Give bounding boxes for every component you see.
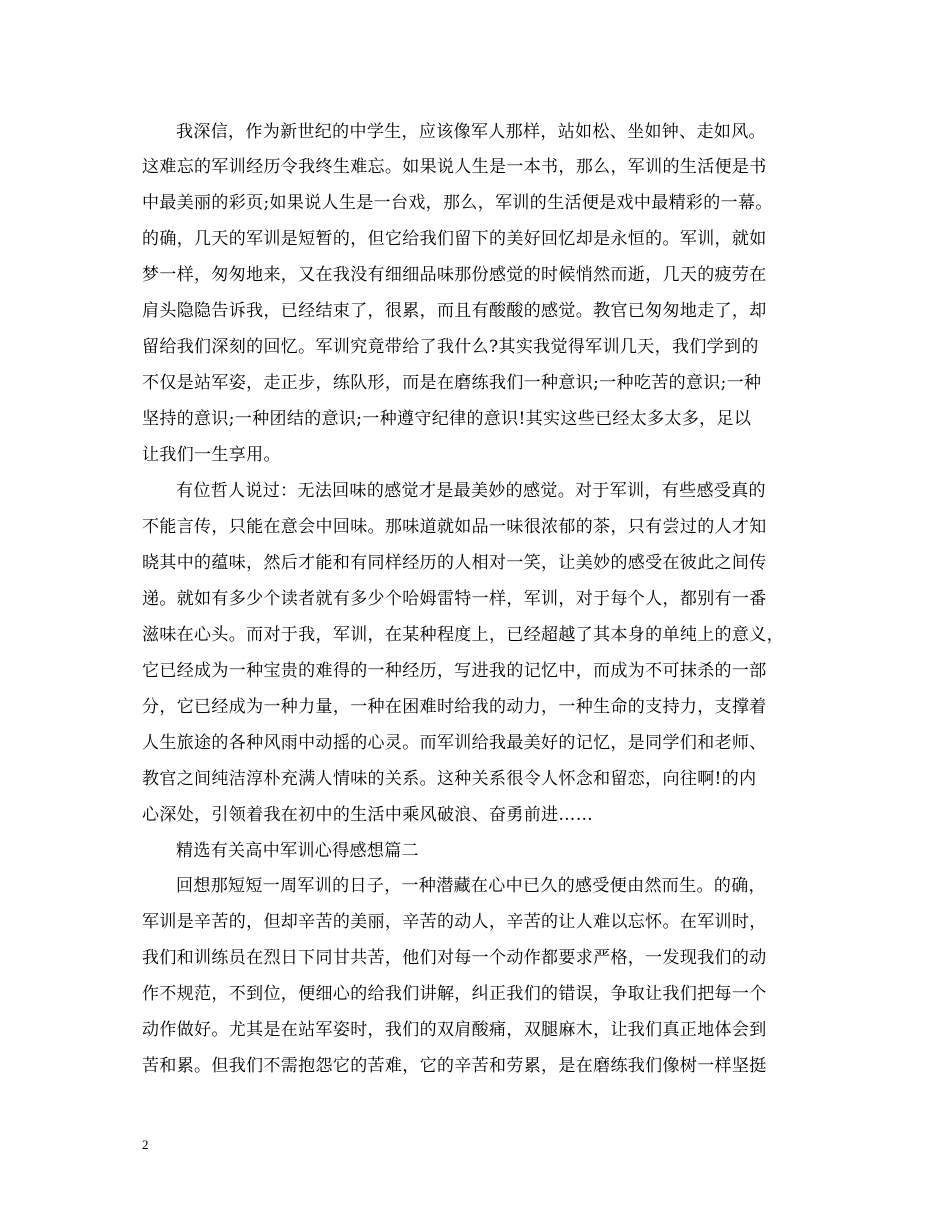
text-line: 中最美丽的彩页;如果说人生是一台戏，那么，军训的生活便是戏中最精彩的一幕。	[142, 193, 773, 213]
text-line: 军训是辛苦的，但却辛苦的美丽，辛苦的动人，辛苦的让人难以忘怀。在军训时，	[142, 912, 767, 932]
text-line: 梦一样，匆匆地来，又在我没有细细品味那份感觉的时候悄然而逝，几天的疲劳在	[142, 265, 767, 285]
text-line: 肩头隐隐告诉我，已经结束了，很累，而且有酸酸的感觉。教官已匆匆地走了，却	[142, 301, 767, 321]
text-line: 坚持的意识;一种团结的意识;一种遵守纪律的意识!其实这些已经太多太多，足以	[142, 409, 752, 429]
text-line: 作不规范，不到位，便细心的给我们讲解，纠正我们的错误，争取让我们把每一个	[142, 984, 767, 1004]
text-line: 它已经成为一种宝贵的难得的一种经历，写进我的记忆中，而成为不可抹杀的一部	[142, 661, 767, 681]
text-line: 教官之间纯洁淳朴充满人情味的关系。这种关系很令人怀念和留恋，向往啊!的内	[142, 769, 757, 789]
text-line: 滋味在心头。而对于我，军训，在某种程度上，已经超越了其本身的单纯上的意义，	[142, 625, 784, 645]
text-line: 我们和训练员在烈日下同甘共苦，他们对每一个动作都要求严格，一发现我们的动	[142, 948, 767, 968]
text-line: 晓其中的蕴味，然后才能和有同样经历的人相对一笑，让美妙的感受在彼此之间传	[142, 553, 767, 573]
text-line: 动作做好。尤其是在站军姿时，我们的双肩酸痛，双腿麻木，让我们真正地体会到	[142, 1020, 767, 1040]
text-line: 心深处，引领着我在初中的生活中乘风破浪、奋勇前进……	[142, 805, 594, 825]
text-line: 回想那短短一周军训的日子，一种潜藏在心中已久的感受便由然而生。的确，	[176, 876, 766, 896]
text-line: 我深信，作为新世纪的中学生，应该像军人那样，站如松、坐如钟、走如风。	[176, 122, 766, 142]
text-line: 不仅是站军姿，走正步，练队形，而是在磨练我们一种意识;一种吃苦的意识;一种	[142, 373, 762, 393]
text-line: 苦和累。但我们不需抱怨它的苦难，它的辛苦和劳累，是在磨练我们像树一样坚挺	[142, 1056, 767, 1076]
text-line: 这难忘的军训经历令我终生难忘。如果说人生是一本书，那么，军训的生活便是书	[142, 157, 767, 177]
section-heading: 精选有关高中军训心得感想篇二	[176, 841, 419, 861]
text-line: 留给我们深刻的回忆。军训究竟带给了我什么?其实我觉得军训几天，我们学到的	[142, 337, 759, 357]
text-line: 递。就如有多少个读者就有多少个哈姆雷特一样，军训，对于每个人，都别有一番	[142, 589, 767, 609]
text-line: 分，它已经成为一种力量，一种在困难时给我的动力，一种生命的支持力，支撑着	[142, 697, 767, 717]
page-number: 2	[142, 1137, 149, 1152]
text-line: 让我们一生享用。	[142, 445, 281, 465]
text-line: 不能言传，只能在意会中回味。那味道就如品一味很浓郁的茶，只有尝过的人才知	[142, 517, 767, 537]
text-line: 的确，几天的军训是短暂的，但它给我们留下的美好回忆却是永恒的。军训，就如	[142, 229, 767, 249]
text-line: 人生旅途的各种风雨中动摇的心灵。而军训给我最美好的记忆，是同学们和老师、	[142, 733, 767, 753]
text-line: 有位哲人说过：无法回味的感觉才是最美妙的感觉。对于军训，有些感受真的	[176, 481, 766, 501]
